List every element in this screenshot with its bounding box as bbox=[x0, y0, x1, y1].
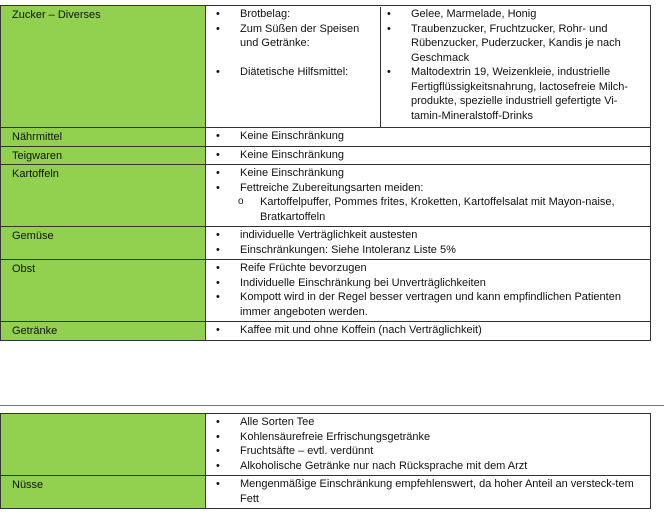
list-item: • Gelee, Marmelade, Honig bbox=[385, 7, 646, 22]
page-break-divider bbox=[0, 405, 664, 406]
list-item: • Fruchtsäfte – evtl. verdünnt bbox=[214, 444, 644, 459]
category-label: Zucker – Diverses bbox=[1, 6, 206, 128]
list-item: • Keine Einschränkung bbox=[214, 166, 644, 181]
row-getraenke bbox=[1, 322, 651, 341]
category-label: Gemüse bbox=[1, 227, 206, 260]
list-item: • Kohlensäurefreie Erfrischungsgetränke bbox=[214, 430, 644, 445]
list-item: • Zum Süßen der Speisen und Getränke: bbox=[214, 22, 376, 51]
list-item: • Brotbelag: bbox=[214, 7, 376, 22]
diet-table-top bbox=[0, 5, 651, 341]
list-item: • Maltodextrin 19, Weizenkleie, industrielle Fertigflüssigkeitsnahrung, lactosefreie Milch-produkte, spezielle industriell gefertigte Vi-tamin-Mineralstoff-Drinks bbox=[385, 65, 646, 123]
list-item: • Mengenmäßige Einschränkung empfehlenswert, da hoher Anteil an versteck-tem Fett bbox=[214, 477, 644, 506]
row-nuesse bbox=[1, 476, 651, 509]
sub-list-item: o Kartoffelpuffer, Pommes frites, Kroketten, Kartoffelsalat mit Mayon-naise, Bratkartoffeln bbox=[214, 195, 644, 224]
list-item: • Diätetische Hilfsmittel: bbox=[214, 65, 376, 80]
category-label: Nährmittel bbox=[1, 128, 206, 147]
zucker-split bbox=[214, 7, 650, 127]
list-item: • Kaffee mit und ohne Koffein (nach Verträglichkeit) bbox=[214, 323, 644, 338]
category-label: Nüsse bbox=[1, 476, 206, 509]
list-item: • Traubenzucker, Fruchtzucker, Rohr- und Rübenzucker, Puderzucker, Kandis je nach Geschmack bbox=[385, 22, 646, 66]
list-item: • Keine Einschränkung bbox=[214, 148, 644, 163]
list-item: • Einschränkungen: Siehe Intoleranz Liste 5% bbox=[214, 243, 644, 258]
category-label bbox=[1, 414, 206, 476]
list-item: • Reife Früchte bevorzugen bbox=[214, 261, 644, 276]
list-item: • Fettreiche Zubereitungsarten meiden: bbox=[214, 181, 644, 196]
list-item: • Kompott wird in der Regel besser vertragen und kann empfindlichen Patienten immer angeboten werden. bbox=[214, 290, 644, 319]
row-kartoffeln bbox=[1, 165, 651, 227]
row-teigwaren bbox=[1, 146, 651, 165]
category-label: Getränke bbox=[1, 322, 206, 341]
row-zucker bbox=[1, 6, 651, 128]
category-label: Kartoffeln bbox=[1, 165, 206, 227]
row-getraenke-continued bbox=[1, 414, 651, 476]
list-item: • Individuelle Einschränkung bei Unverträglichkeiten bbox=[214, 276, 644, 291]
category-label: Obst bbox=[1, 260, 206, 322]
row-naehrmittel bbox=[1, 128, 651, 147]
list-item: • Alkoholische Getränke nur nach Rücksprache mit dem Arzt bbox=[214, 459, 644, 474]
list-item: • individuelle Verträglichkeit austesten bbox=[214, 228, 644, 243]
list-item: • Keine Einschränkung bbox=[214, 129, 644, 144]
diet-table-bottom bbox=[0, 413, 651, 509]
category-label: Teigwaren bbox=[1, 146, 206, 165]
list-item: • Alle Sorten Tee bbox=[214, 415, 644, 430]
row-gemuese bbox=[1, 227, 651, 260]
row-obst bbox=[1, 260, 651, 322]
